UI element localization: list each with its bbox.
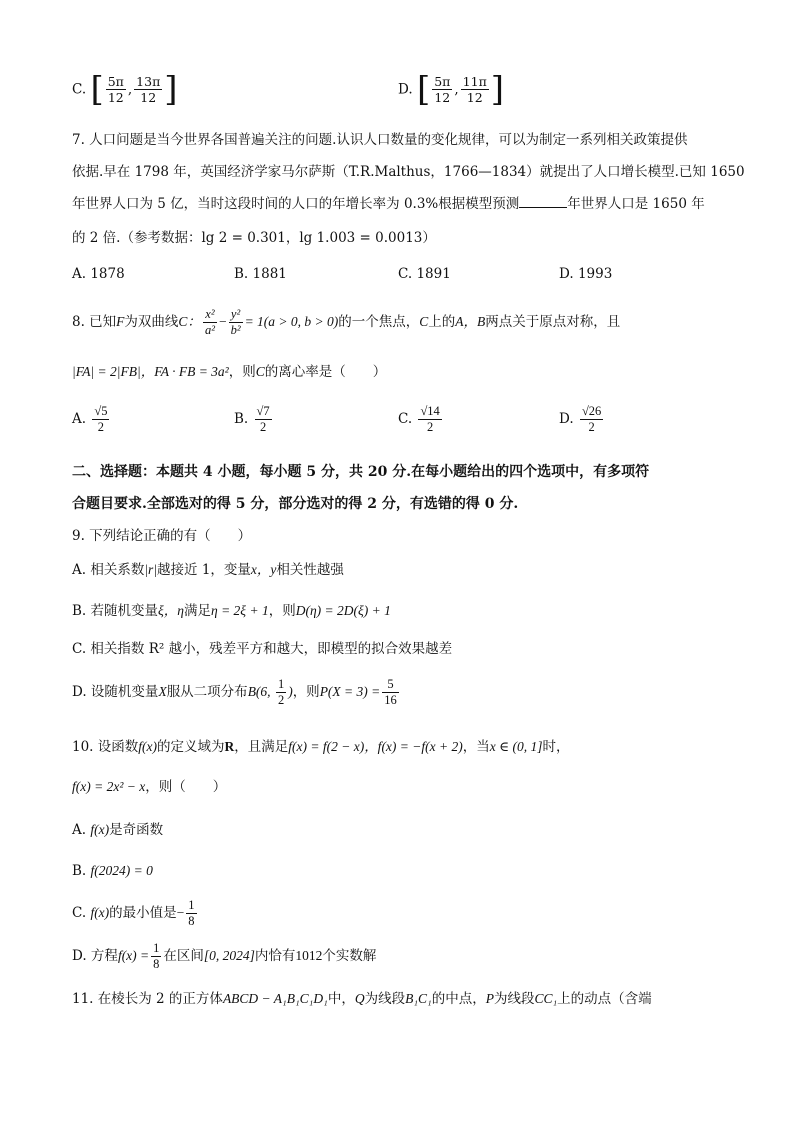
math-p: P [485,991,494,1006]
math-paren: ) [288,684,293,699]
math-fx: f(x) [90,822,110,837]
q7-line-3-tail: 年世界人口是 1650 年 [567,196,705,212]
bracket-close: ] [164,69,178,110]
q9-text: D. 设随机变量 [72,684,159,700]
numerator: x² [203,307,217,323]
denominator: a² [204,323,215,337]
answer-blank[interactable] [519,195,567,208]
math-variance: D(η) = 2D(ξ) + 1 [295,603,391,618]
math-cube: ABCD − A₁B₁C₁D₁ [222,991,328,1006]
numerator: √5 [94,404,108,418]
q8-option-c[interactable] [398,404,444,435]
math-c: C [255,364,265,379]
q10-line-2 [72,777,226,797]
q11-text: 为线段 [493,991,535,1007]
math-prob: P(X = 3) = [319,684,381,699]
q8-option-d[interactable] [559,404,605,435]
bracket-open: [ [90,69,104,110]
q10-text: 的最小值是 [109,905,177,921]
q7-line-4: 的 2 倍.（参考数据：lg 2 = 0.301，lg 1.003 = 0.0013） [72,230,436,246]
fraction [134,74,162,105]
numerator: 11π [462,74,487,89]
q7-option-b[interactable] [234,264,287,284]
q7-line-3-text: 年世界人口为 5 亿，当时这段时间的人口的年增长率为 0.3%根据模型预测 [72,196,520,212]
numerator: 13π [136,74,161,89]
fraction [106,74,126,105]
q7-option-d[interactable] [559,264,612,284]
q10-line-1 [72,737,569,757]
math-conditions: f(x) = f(2 − x)，f(x) = −f(x + 2) [288,739,463,754]
option-label: B. [234,266,249,282]
q8-text: 8. 已知 [72,314,117,330]
q10-text: 的定义域为 [157,739,225,755]
q9-text: 相关性越强 [276,562,344,578]
denominator: 8 [153,957,160,971]
q11-line-1 [72,989,652,1009]
option-label: C. [398,411,413,427]
math-c: C [419,314,429,329]
q11-text: 为线段 [364,991,406,1007]
q11-text: 上的动点（含端 [557,991,652,1007]
q7-option-a[interactable] [72,264,125,284]
denominator: 12 [140,90,157,105]
math-f: F [116,314,125,329]
math-definition: f(x) = 2x² − x [72,779,146,794]
numerator: √7 [256,404,270,418]
q8-text: ，则 [228,364,256,380]
q10-text: 10. 设函数 [72,739,139,755]
math-count: 1012 [295,948,323,963]
denominator: 8 [188,914,195,928]
denominator: 2 [277,693,285,707]
q10-text: ，则（ ） [145,779,227,795]
math-fx: f(x) [90,905,110,920]
option-label: A. [72,411,87,427]
q8-text: 上的 [428,314,456,330]
q8-line-2 [72,362,386,382]
q8-line-1: 8. 已知F为双曲线C： $\frac{\text{x²}}{\text{a²}}$ − $\frac{\text{y²}}{\text{b²}}$ = 1(a > 0, b > 0)的一个焦点，C上的A，B两点关于原点对称，且 [72,307,621,337]
q6-option-d[interactable]: D. [ $\frac{5\pi}{12}$ , $\frac{11\pi}{12}$ ] [398,69,505,110]
q8-option-a[interactable] [72,404,111,435]
option-label: D. [398,81,413,98]
option-value: 1881 [252,266,287,282]
math-xi-eta: ξ，η [158,603,184,618]
fraction [276,677,286,708]
option-value: 1878 [90,266,125,282]
math-fx: f(x) [138,739,157,754]
q10-text: 时， [542,739,570,755]
q9-text: 越接近 1，变量 [157,562,251,578]
math-x: X [158,684,167,699]
section-2-heading-line-1: 二、选择题：本题共 4 小题，每小题 5 分，共 20 分.在每小题给出的四个选项中，有多项符 [72,464,650,480]
numerator: 5 [382,677,399,693]
fraction [255,404,272,435]
option-value: 1993 [577,266,613,282]
equation-tail: = 1(a > 0, b > 0) [244,314,339,329]
option-label: D. [559,411,574,427]
fraction [186,898,196,929]
q8-option-b[interactable] [234,404,274,435]
denominator: 2 [588,420,595,434]
numerator: 1 [188,898,195,912]
q10-text: D. 方程 [72,948,118,964]
fraction [580,404,603,435]
q9-text: 服从二项分布 [166,684,248,700]
q7-line-2: 依据.早在 1798 年，英国经济学家马尔萨斯（T.R.Malthus，1766—1834）就提出了人口增长模型.已知 1650 [72,164,745,180]
q10-option-a[interactable] [72,820,163,840]
q10-text: 在区间 [163,948,204,964]
q9-text: ，则 [292,684,320,700]
fraction-x2-a2 [203,307,217,338]
math-f2024: f(2024) = 0 [90,863,153,878]
numerator: 5π [434,74,451,89]
q10-text: ，且满足 [234,739,289,755]
q10-option-d[interactable] [72,936,376,976]
math-r: |r| [144,562,158,577]
math-c: C： [178,314,201,329]
math-fx: f(x) = [117,948,150,963]
option-label: A. [72,822,87,838]
q9-option-c[interactable]: C. 相关指数 R² 越小，残差平方和越大，即模型的拟合效果越差 [72,641,453,657]
bracket-close: ] [490,69,505,110]
denominator: 2 [427,420,434,434]
math-minus: − [176,905,185,920]
q6-option-c[interactable]: C. [ $\frac{5\pi}{12}$ , $\frac{13\pi}{12}$ ] [72,69,178,110]
math-segment: CC₁ [534,991,558,1006]
math-xy: x，y [250,562,277,577]
q10-text: 是奇函数 [109,822,164,838]
q9-text: ，则 [268,603,296,619]
q9-option-b[interactable] [72,601,391,621]
numerator: 1 [153,941,160,955]
denominator: 12 [466,90,483,105]
option-label: C. [72,81,87,98]
bracket-open: [ [416,69,431,110]
q9-option-d[interactable] [72,672,401,712]
numerator: y² [229,307,243,323]
q9-option-a[interactable] [72,560,344,580]
q8-text: 的一个焦点， [338,314,420,330]
fraction-y2-b2 [229,307,243,338]
q8-text: 为双曲线 [124,314,179,330]
fraction [92,404,109,435]
q11-text: 的中点， [431,991,486,1007]
section-2-heading-line-2: 合题目要求.全部选对的得 5 分，部分选对的得 2 分，有选错的得 0 分. [72,496,519,512]
q10-text: ，当 [462,739,490,755]
math-binom: B(6, [247,684,274,699]
q9-text: A. 相关系数 [72,562,145,578]
math-reals: R [224,739,235,754]
q10-text: 个实数解 [322,948,377,964]
option-label: D. [559,266,574,282]
option-label: A. [72,266,87,282]
denominator: 12 [434,90,451,105]
denominator: 16 [384,693,397,707]
math-interval: [0, 2024] [203,948,255,963]
math-q: Q [354,991,365,1006]
fraction [432,74,452,105]
q9-text: B. 若随机变量 [72,603,159,619]
q9-stem: 9. 下列结论正确的有（ ） [72,528,252,544]
option-label: C. [72,905,87,921]
fraction [151,941,161,972]
option-label: B. [72,863,87,879]
fraction [382,677,399,708]
denominator: 12 [107,90,124,105]
option-value: 1891 [416,266,451,282]
math-interval: x ∈ (0, 1] [489,739,543,754]
numerator: 1 [277,677,285,691]
numerator: 5π [107,74,124,89]
q11-text: 中， [327,991,355,1007]
q10-option-c[interactable] [72,893,199,933]
numerator: √26 [581,404,602,418]
q8-text: 的离心率是（ ） [264,364,387,380]
q11-text: 11. 在棱长为 2 的正方体 [72,991,223,1007]
math-eta-def: η = 2ξ + 1 [211,603,269,618]
denominator: 2 [97,420,105,434]
option-label: B. [234,411,249,427]
option-label: C. [398,266,413,282]
q8-text: 两点关于原点对称，且 [485,314,621,330]
fraction [461,74,489,105]
vector-condition: |FA| = 2|FB|，FA · FB = 3a² [72,364,229,379]
denominator: b² [230,323,241,337]
q7-line-1: 7. 人口问题是当今世界各国普遍关注的问题.认识人口数量的变化规律，可以为制定一系列相关政策提供 [72,132,688,148]
q10-option-b[interactable] [72,861,153,881]
denominator: 2 [259,420,267,434]
fraction [418,404,441,435]
math-segment: B₁C₁ [405,991,432,1006]
q7-option-c[interactable] [398,264,451,284]
q10-text: 内恰有 [254,948,296,964]
math-ab: A，B [455,314,486,329]
numerator: √14 [420,404,440,418]
q9-text: 满足 [184,603,211,619]
q7-line-3 [72,194,705,214]
